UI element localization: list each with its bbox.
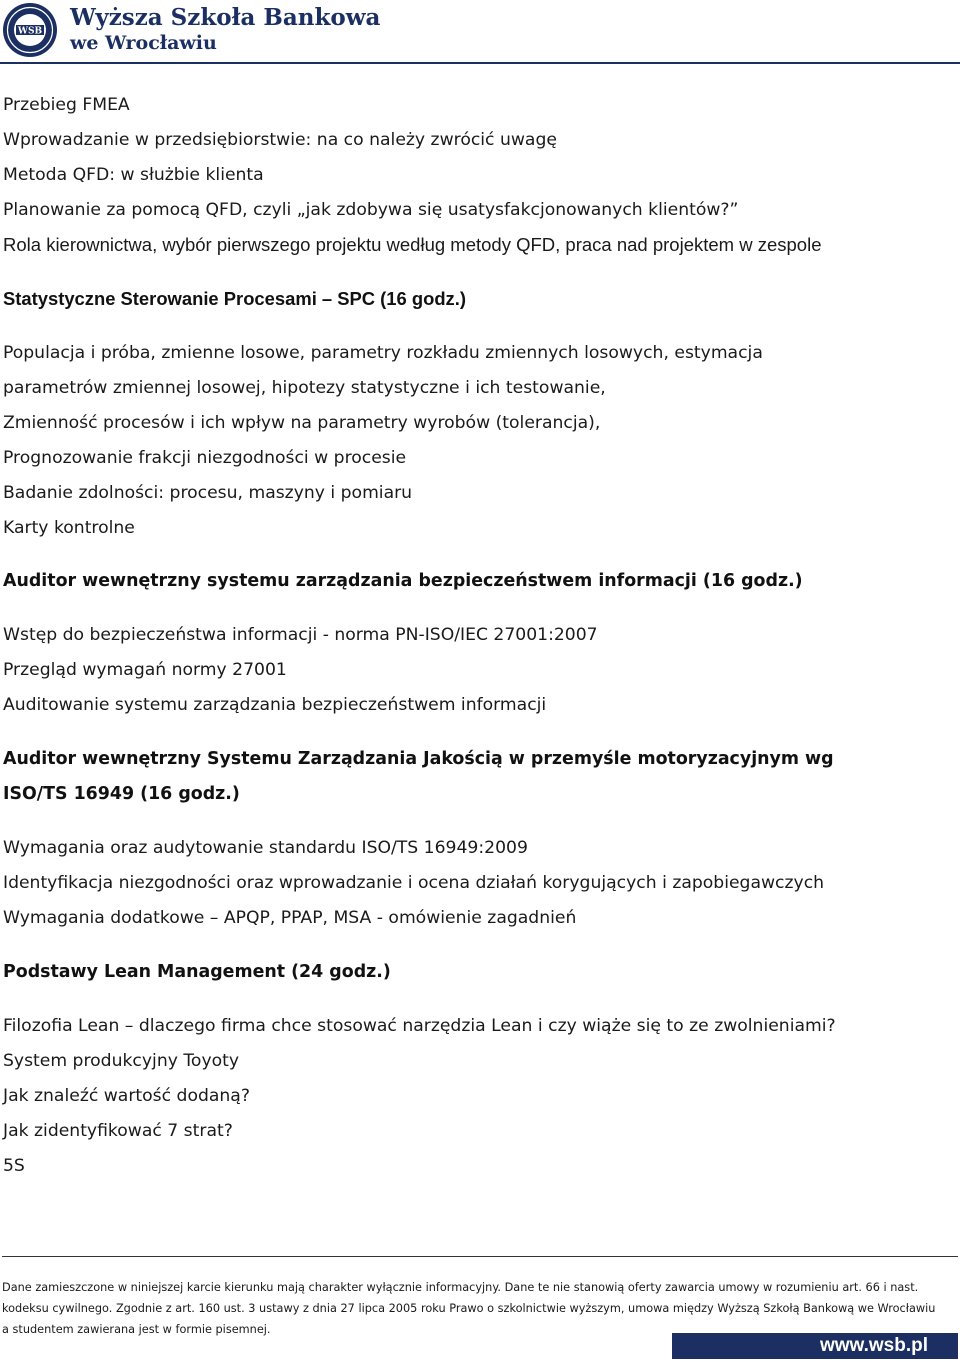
section-heading-spc: Statystyczne Sterowanie Procesami – SPC (16 godz.) bbox=[3, 288, 466, 309]
list-item: Planowanie za pomocą QFD, czyli „jak zdobywa się usatysfakcjonowanych klientów?” bbox=[3, 200, 739, 220]
wsb-seal-logo-icon bbox=[2, 2, 58, 58]
list-item: System produkcyjny Toyoty bbox=[3, 1051, 240, 1071]
list-item: Filozofia Lean – dlaczego firma chce stosować narzędzia Lean i czy wiąże się to ze zwolnieniami? bbox=[3, 1016, 836, 1036]
footer-disclaimer bbox=[2, 1277, 952, 1340]
footer-divider bbox=[2, 1256, 958, 1257]
list-item: parametrów zmiennej losowej, hipotezy statystyczne i ich testowanie, bbox=[3, 378, 606, 398]
disclaimer-line: a studentem zawierana jest w formie pisemnej. bbox=[2, 1323, 271, 1336]
list-item: Metoda QFD: w służbie klienta bbox=[3, 165, 264, 185]
list-item: Wprowadzanie w przedsiębiorstwie: na co należy zwrócić uwagę bbox=[3, 130, 557, 150]
list-item: 5S bbox=[3, 1156, 25, 1176]
section-heading-security-auditor: Auditor wewnętrzny systemu zarządzania bezpieczeństwem informacji (16 godz.) bbox=[3, 571, 803, 591]
list-item: Przegląd wymagań normy 27001 bbox=[3, 660, 287, 680]
page-header bbox=[0, 0, 960, 62]
list-item: Jak zidentyfikować 7 strat? bbox=[3, 1121, 233, 1141]
list-item: Rola kierownictwa, wybór pierwszego projektu według metody QFD, praca nad projektem w zespole bbox=[3, 234, 822, 255]
list-item: Zmienność procesów i ich wpływ na parametry wyrobów (tolerancja), bbox=[3, 413, 601, 433]
list-item: Badanie zdolności: procesu, maszyny i pomiaru bbox=[3, 483, 413, 503]
disclaimer-line: kodeksu cywilnego. Zgodnie z art. 160 ust. 3 ustawy z dnia 27 lipca 2005 roku Prawo o szkolnictwie wyższym, umowa między Wyższą Szkołą Bankową we Wrocławiu bbox=[2, 1302, 936, 1315]
header-divider bbox=[0, 62, 960, 64]
svg-text:WSB: WSB bbox=[17, 26, 43, 37]
list-item: Karty kontrolne bbox=[3, 518, 135, 538]
list-item: Auditowanie systemu zarządzania bezpieczeństwem informacji bbox=[3, 695, 547, 715]
list-item: Wstęp do bezpieczeństwa informacji - norma PN-ISO/IEC 27001:2007 bbox=[3, 625, 598, 645]
list-item: Wymagania dodatkowe – APQP, PPAP, MSA - omówienie zagadnień bbox=[3, 908, 577, 928]
list-item: Prognozowanie frakcji niezgodności w procesie bbox=[3, 448, 407, 468]
list-item: Jak znaleźć wartość dodaną? bbox=[3, 1086, 250, 1106]
section-heading-automotive-auditor: Auditor wewnętrzny Systemu Zarządzania Jakością w przemyśle motoryzacyjnym wg bbox=[3, 749, 834, 769]
list-item: Wymagania oraz audytowanie standardu ISO/TS 16949:2009 bbox=[3, 838, 528, 858]
section-heading-automotive-auditor-cont: ISO/TS 16949 (16 godz.) bbox=[3, 784, 240, 804]
institution-name-line2: we Wrocławiu bbox=[70, 32, 217, 54]
section-heading-lean: Podstawy Lean Management (24 godz.) bbox=[3, 962, 391, 982]
footer-url-banner bbox=[672, 1333, 958, 1359]
list-item: Przebieg FMEA bbox=[3, 95, 130, 115]
list-item: Identyfikacja niezgodności oraz wprowadzanie i ocena działań korygujących i zapobiegawczych bbox=[3, 873, 825, 893]
institution-name-line1: Wyższa Szkoła Bankowa bbox=[70, 4, 381, 31]
list-item: Populacja i próba, zmienne losowe, parametry rozkładu zmiennych losowych, estymacja bbox=[3, 343, 763, 363]
disclaimer-line: Dane zamieszczone w niniejszej karcie kierunku mają charakter wyłącznie informacyjny. Dane te nie stanowią oferty zawarcia umowy w rozumieniu art. 66 i nast. bbox=[2, 1281, 919, 1294]
website-url: www.wsb.pl bbox=[819, 1335, 928, 1356]
